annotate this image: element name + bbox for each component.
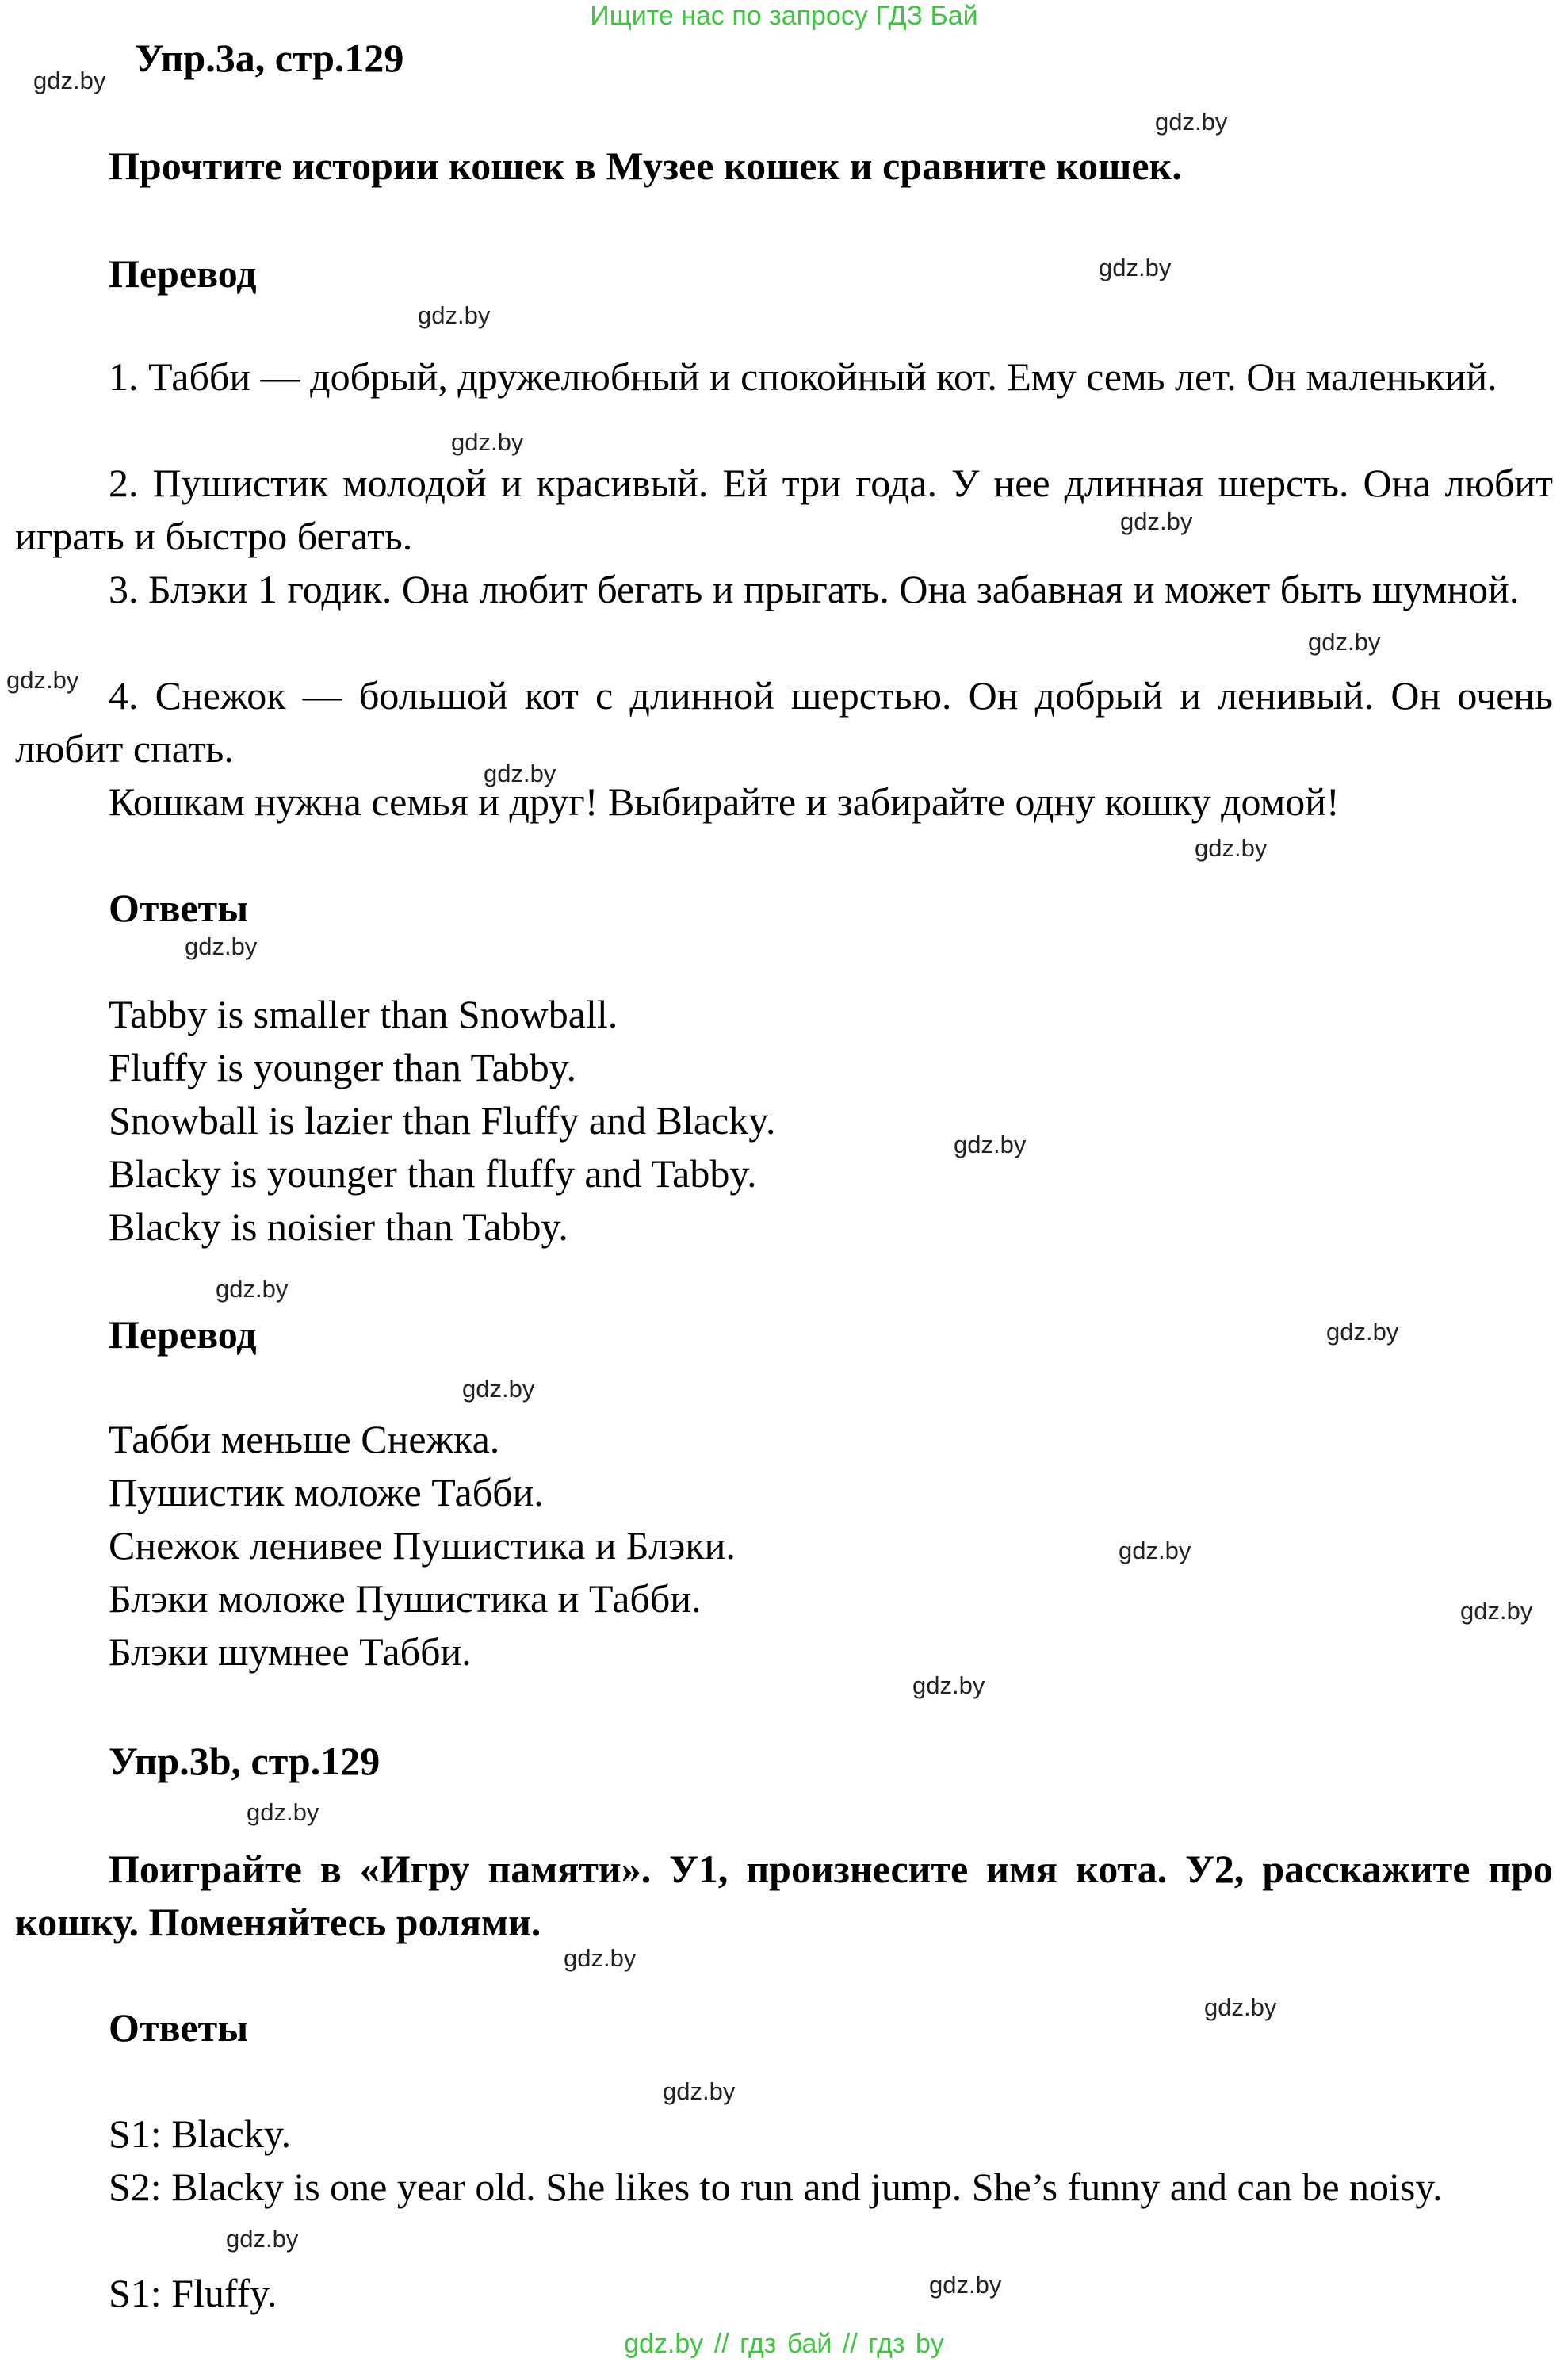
watermark: gdz.by	[1204, 1993, 1277, 2021]
watermark: gdz.by	[564, 1944, 637, 1972]
dialog-line: S2: Blacky is one year old. She likes to run and jump. She’s funny and can be noisy.	[109, 2165, 1443, 2209]
answer-translation-line: Блэки моложе Пушистика и Табби.	[109, 1576, 702, 1621]
answer-line: Blacky is younger than fluffy and Tabby.	[109, 1151, 757, 1196]
watermark: gdz.by	[247, 1798, 319, 1826]
watermark: gdz.by	[462, 1375, 535, 1403]
exercise-3b-title: Упр.3b, стр.129	[109, 1739, 381, 1783]
watermark: gdz.by	[33, 67, 106, 94]
exercise-3a-title: Упр.3a, стр.129	[135, 36, 404, 80]
watermark: gdz.by	[451, 428, 524, 456]
exercise-3b-task: Поиграйте в «Игру памяти». У1, произнесите имя кота. У2, расскажите про кошку. Поменяйтесь ролями.	[15, 1847, 1553, 1944]
top-banner: Ищите нас по запросу ГДЗ Бай	[590, 1, 978, 31]
answer-translation-line: Снежок ленивее Пушистика и Блэки.	[109, 1523, 736, 1568]
answer-translation-line: Блэки шумнее Табби.	[109, 1629, 472, 1674]
translation-paragraph-3: 3. Блэки 1 годик. Она любит бегать и прыгать. Она забавная и может быть шумной.	[109, 567, 1520, 611]
translation-heading: Перевод	[109, 251, 257, 296]
translation-paragraph-2: 2. Пушистик молодой и красивый. Ей три года. У нее длинная шерсть. Она любит играть и быстро бегать.	[15, 461, 1553, 558]
watermark: gdz.by	[1308, 628, 1381, 656]
answers-translation-heading: Перевод	[109, 1312, 257, 1357]
answer-translation-line: Табби меньше Снежка.	[109, 1417, 500, 1461]
closing-line: Кошкам нужна семья и друг! Выбирайте и забирайте одну кошку домой!	[109, 779, 1340, 824]
watermark: gdz.by	[226, 2225, 299, 2253]
dialog-line: S1: Fluffy.	[109, 2271, 277, 2315]
watermark: gdz.by	[6, 666, 79, 694]
answer-translation-line: Пушистик моложе Табби.	[109, 1470, 544, 1514]
exercise-3b-answers-heading: Ответы	[109, 2005, 249, 2050]
watermark: gdz.by	[418, 301, 491, 329]
translation-paragraph-1: 1. Табби — добрый, дружелюбный и спокойный кот. Ему семь лет. Он маленький.	[109, 354, 1497, 399]
watermark: gdz.by	[1119, 1537, 1191, 1564]
answer-line: Tabby is smaller than Snowball.	[109, 992, 618, 1036]
watermark: gdz.by	[1460, 1597, 1533, 1625]
translation-paragraph-4: 4. Снежок — большой кот с длинной шерстью. Он добрый и ленивый. Он очень любит спать.	[15, 673, 1553, 771]
watermark: gdz.by	[663, 2077, 736, 2105]
dialog-line: S1: Blacky.	[109, 2111, 292, 2156]
answer-line: Blacky is noisier than Tabby.	[109, 1204, 568, 1249]
watermark: gdz.by	[929, 2271, 1002, 2299]
watermark: gdz.by	[1326, 1318, 1399, 1346]
answer-line: Fluffy is younger than Tabby.	[109, 1045, 576, 1089]
watermark: gdz.by	[954, 1131, 1027, 1158]
watermark: gdz.by	[216, 1275, 289, 1303]
watermark: gdz.by	[1195, 834, 1268, 862]
watermark: gdz.by	[1155, 108, 1228, 136]
answers-heading: Ответы	[109, 886, 249, 930]
watermark: gdz.by	[484, 760, 556, 787]
watermark: gdz.by	[1099, 254, 1172, 281]
answer-line: Snowball is lazier than Fluffy and Blacky.	[109, 1098, 776, 1143]
watermark: gdz.by	[912, 1671, 985, 1699]
exercise-3a-task: Прочтите истории кошек в Музее кошек и сравните кошек.	[109, 144, 1182, 188]
watermark: gdz.by	[185, 932, 258, 960]
footer-banner: gdz.by // гдз бай // гдз by	[624, 2329, 944, 2359]
watermark: gdz.by	[1120, 507, 1193, 535]
